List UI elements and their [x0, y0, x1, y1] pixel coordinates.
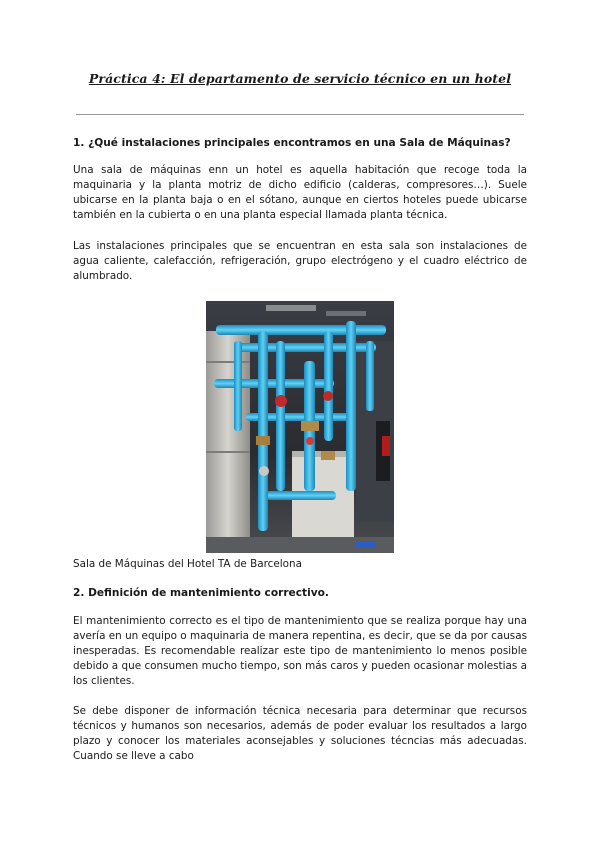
- section-1-paragraph-1: Una sala de máquinas enn un hotel es aquella habitación que recoge toda la maquinaria y la planta motriz de dicho edificio (calderas, compresores…). Suele ubicarse en la planta baja o en el sótano, aunque en ciertos hoteles puede ubicarse también en la cubierta o en una planta especial llamada planta técnica.: [73, 164, 527, 221]
- section-2-heading: 2. Definición de mantenimiento correctivo.: [73, 587, 329, 599]
- section-1-paragraph-2: Las instalaciones principales que se encuentran en esta sala son instalaciones de agua caliente, calefacción, refrigeración, grupo electrógeno y el cuadro eléctrico de alumbrado.: [73, 240, 527, 282]
- photo-caption: Sala de Máquinas del Hotel TA de Barcelona: [73, 558, 302, 570]
- section-2-paragraph-1: El mantenimiento correcto es el tipo de mantenimiento que se realiza porque hay una avería en un equipo o maquinaria de manera repentina, es decir, que se da por causas inesperadas. Es recomendable realizar este tipo de mantenimiento lo menos posible debido a que consumen mucho tiempo, son más caros y pueden ocasionar molestias a los clientes.: [73, 615, 527, 687]
- boiler-room-illustration: [206, 301, 394, 553]
- title-divider: [76, 114, 524, 115]
- page-title: Práctica 4: El departamento de servicio técnico en un hotel: [88, 71, 512, 86]
- section-2-paragraph-2: Se debe disponer de información técnica necesaria para determinar que recursos técnicos y humanos son necesarios, además de poder evaluar los resultados a largo plazo y conocer los materiales aconsejables y soluciones técncias más adecuadas. Cuando se lleve a cabo: [73, 705, 527, 762]
- section-1-heading: 1. ¿Qué instalaciones principales encontramos en una Sala de Máquinas?: [73, 137, 511, 149]
- boiler-room-photo: [206, 301, 394, 553]
